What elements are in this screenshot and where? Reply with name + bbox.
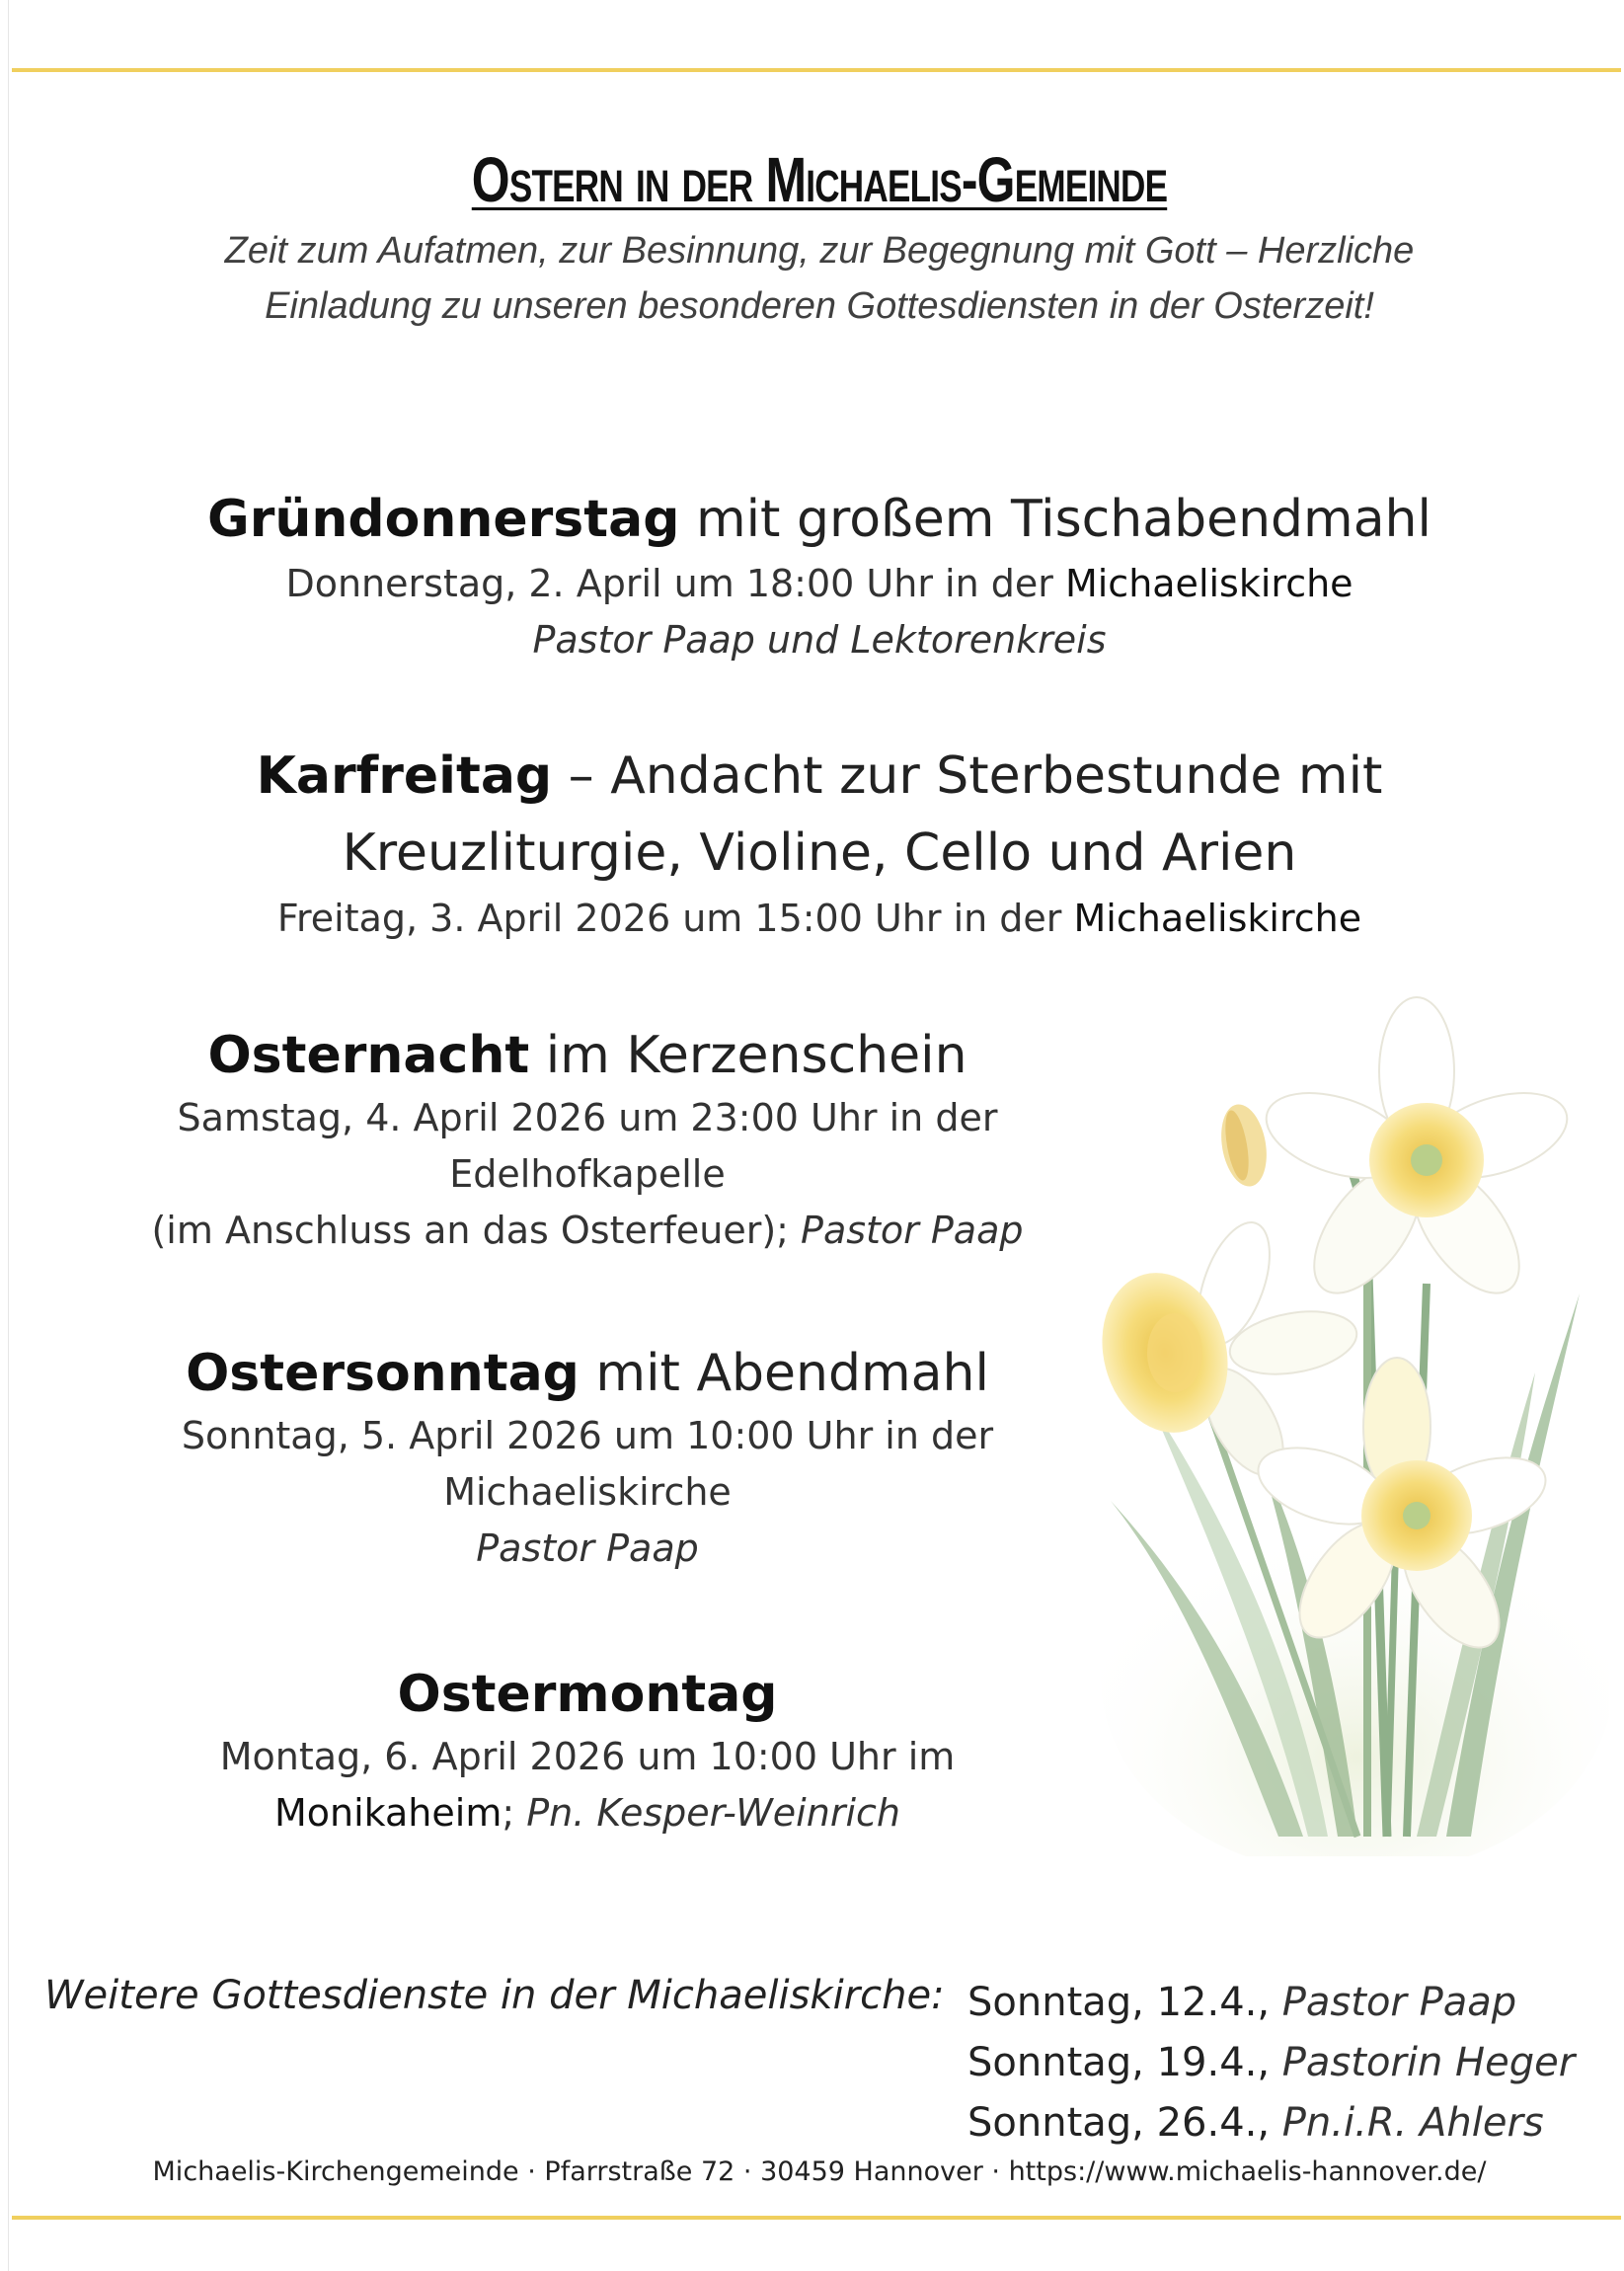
event-note-line [94,1203,1081,1259]
event-title-rest: im Kerzenschein [529,1026,967,1085]
page-border [8,0,9,2271]
event-people: Pastor Paap [476,1527,699,1571]
service-person: Pastorin Heger [1281,2040,1576,2085]
event-heading-line-2: Kreuzliturgie, Violine, Cello und Arien [342,823,1297,884]
service-person: Pastor Paap [1281,1980,1517,2025]
event-karfreitag [0,745,1624,947]
event-note: (im Anschluss an das Osterfeuer); [151,1209,802,1253]
event-people: Pn. Kesper-Weinrich [526,1791,900,1836]
event-date: Samstag, 4. April 2026 um 23:00 Uhr in der [177,1096,998,1140]
event-place: Michaeliskirche [1064,562,1353,606]
list-item [967,1973,1575,2033]
event-ostersonntag [94,1343,1081,1577]
bottom-divider [12,2216,1621,2220]
event-name: Osternacht [207,1026,530,1085]
service-separator: , [1257,2100,1282,2146]
event-name: Karfreitag [256,746,553,806]
page-title: Ostern in der Michaelis-Gemeinde [471,144,1168,215]
event-date: Sonntag, 5. April 2026 um 10:00 Uhr in der [181,1414,994,1458]
event-place: Michaeliskirche [443,1470,732,1515]
event-date-line [0,556,1624,612]
service-person: Pn.i.R. Ahlers [1281,2100,1544,2146]
top-divider [12,68,1621,72]
event-gruendonnerstag [0,489,1624,668]
event-date: Montag, 6. April 2026 um 10:00 Uhr im [219,1735,956,1779]
event-people: Pastor Paap und Lektorenkreis [532,618,1107,663]
event-place: Michaeliskirche [1073,896,1362,940]
event-heading [94,1025,1081,1086]
event-date: Freitag, 3. April 2026 um 15:00 Uhr in der [276,896,1074,940]
event-separator: ; [502,1791,527,1836]
service-date: Sonntag, 26.4. [967,2100,1258,2146]
event-heading [94,1664,1081,1725]
service-separator: , [1257,2040,1282,2085]
event-place: Edelhofkapelle [449,1152,726,1197]
subtitle-line-1: Zeit zum Aufatmen, zur Besinnung, zur Begegnung mit Gott – Herzliche [224,230,1415,272]
event-heading [0,745,1624,807]
service-separator: , [1257,1980,1282,2025]
event-title-rest: mit Abendmahl [579,1344,989,1403]
service-date: Sonntag, 19.4. [967,2040,1258,2085]
event-name: Ostermontag [397,1665,778,1724]
event-heading [0,489,1624,550]
event-place-line [94,1785,1081,1841]
event-heading [94,1343,1081,1404]
event-people: Pastor Paap [801,1209,1024,1253]
more-services-list [967,1973,1575,2154]
subtitle-line-2: Einladung zu unseren besonderen Gottesdiensten in der Osterzeit! [265,285,1374,327]
event-title-rest: mit großem Tischabendmahl [679,490,1431,549]
service-date: Sonntag, 12.4. [967,1980,1258,2025]
event-title-rest: – Andacht zur Sterbestunde mit [552,746,1383,806]
event-date: Donnerstag, 2. April um 18:00 Uhr in der [285,562,1065,606]
footer-address: Michaelis-Kirchengemeinde · Pfarrstraße 72 · 30459 Hannover · https://www.michaelis-hannover.de/ [152,2156,1487,2187]
event-osternacht [94,1025,1081,1259]
daffodils-illustration [1071,987,1609,1856]
event-ostermontag [94,1664,1081,1841]
list-item [967,2093,1575,2154]
event-name: Gründonnerstag [207,490,680,549]
more-services-label: Weitere Gottesdienste in der Michaeliskirche: [44,1973,945,2018]
event-name: Ostersonntag [186,1344,580,1403]
event-place: Monikaheim [274,1791,503,1836]
event-date-line [0,891,1624,947]
list-item [967,2033,1575,2093]
